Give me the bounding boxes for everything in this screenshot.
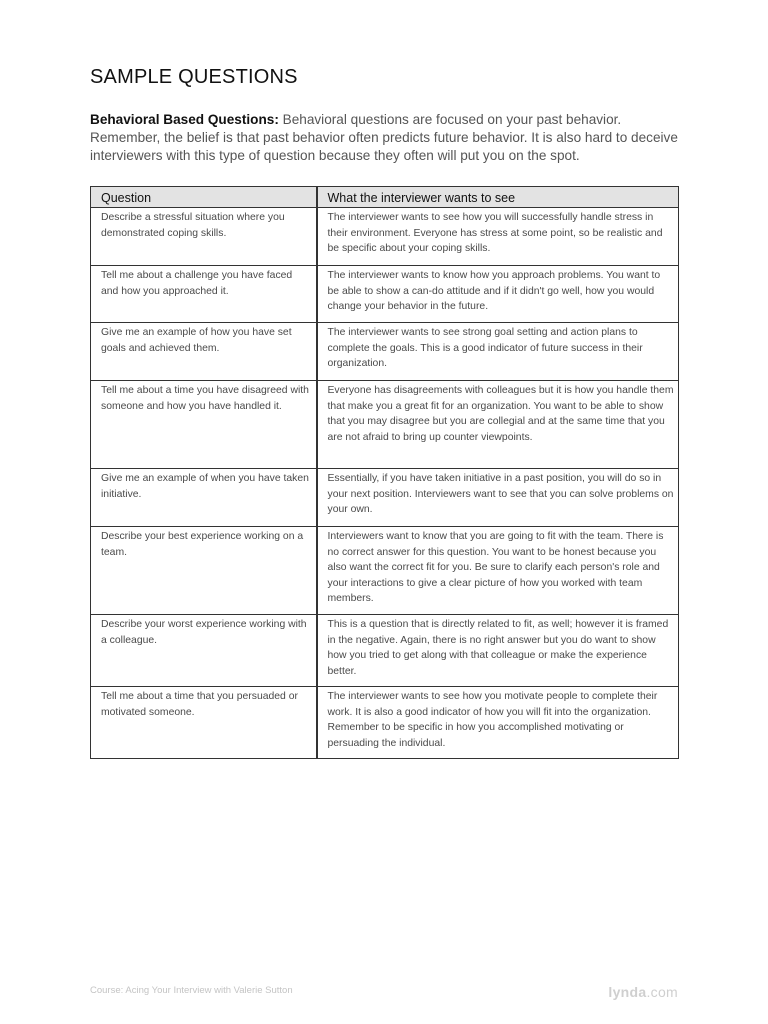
answer-cell: The interviewer wants to see how you will successfully handle stress in their environment. Everyone has stress at some point, so be realistic and be specific about your coping skills. bbox=[317, 208, 679, 266]
answer-cell: The interviewer wants to know how you approach problems. You want to be able to show a can-do attitude and if it didn't go well, how you would change your behavior in the future. bbox=[317, 266, 679, 323]
question-cell: Tell me about a time that you persuaded or motivated someone. bbox=[91, 687, 317, 759]
table-row bbox=[91, 615, 679, 687]
table-header-row bbox=[91, 187, 679, 208]
table-row bbox=[91, 266, 679, 323]
intro-paragraph bbox=[90, 111, 690, 166]
lynda-logo bbox=[608, 984, 678, 1000]
table-row bbox=[91, 527, 679, 615]
header-interviewer-wants: What the interviewer wants to see bbox=[317, 187, 679, 208]
intro-body: Behavioral questions are focused on your past behavior. Remember, the belief is that past behavior often predicts future behavior. It is also hard to deceive interviewers with this type of question because they often will put you on the spot. bbox=[90, 112, 678, 164]
answer-cell: The interviewer wants to see strong goal setting and action plans to complete the goals. This is a good indicator of future success in their organization. bbox=[317, 323, 679, 381]
questions-table bbox=[90, 186, 679, 759]
question-cell: Describe your worst experience working with a colleague. bbox=[91, 615, 317, 687]
logo-brand: lynda bbox=[608, 984, 647, 1000]
table-row bbox=[91, 208, 679, 266]
question-cell: Describe a stressful situation where you demonstrated coping skills. bbox=[91, 208, 317, 266]
table-row bbox=[91, 323, 679, 381]
intro-lead: Behavioral Based Questions: bbox=[90, 112, 279, 127]
page-title: SAMPLE QUESTIONS bbox=[90, 66, 298, 88]
question-cell: Tell me about a time you have disagreed with someone and how you have handled it. bbox=[91, 381, 317, 469]
answer-cell: Everyone has disagreements with colleagues but it is how you handle them that make you a great fit for an organization. You want to be able to show that you may disagree but you are collegial and at the same time that you are not afraid to bring up counter viewpoints. bbox=[317, 381, 679, 469]
table-row bbox=[91, 687, 679, 759]
logo-suffix: .com bbox=[646, 984, 678, 1000]
footer-course-text: Course: Acing Your Interview with Valerie Sutton bbox=[90, 985, 293, 996]
answer-cell: The interviewer wants to see how you motivate people to complete their work. It is also a good indicator of how you will fit into the organization. Remember to be specific in how you accomplished motivating or persuading the individual. bbox=[317, 687, 679, 759]
answer-cell: This is a question that is directly related to fit, as well; however it is framed in the negative. Again, there is no right answer but you do want to show how you tried to get along with that colleague or make the experience better. bbox=[317, 615, 679, 687]
question-cell: Tell me about a challenge you have faced and how you approached it. bbox=[91, 266, 317, 323]
answer-cell: Essentially, if you have taken initiative in a past position, you will do so in your next position. Interviewers want to see that you can solve problems on your own. bbox=[317, 469, 679, 527]
question-cell: Give me an example of how you have set goals and achieved them. bbox=[91, 323, 317, 381]
answer-cell: Interviewers want to know that you are going to fit with the team. There is no correct answer for this question. You want to be honest because you also want the correct fit for you. Be sure to clarify each person's role and your interactions to give a clear picture of how you worked with team members. bbox=[317, 527, 679, 615]
table-row bbox=[91, 469, 679, 527]
question-cell: Describe your best experience working on a team. bbox=[91, 527, 317, 615]
table-row bbox=[91, 381, 679, 469]
header-question: Question bbox=[91, 187, 317, 208]
question-cell: Give me an example of when you have taken initiative. bbox=[91, 469, 317, 527]
